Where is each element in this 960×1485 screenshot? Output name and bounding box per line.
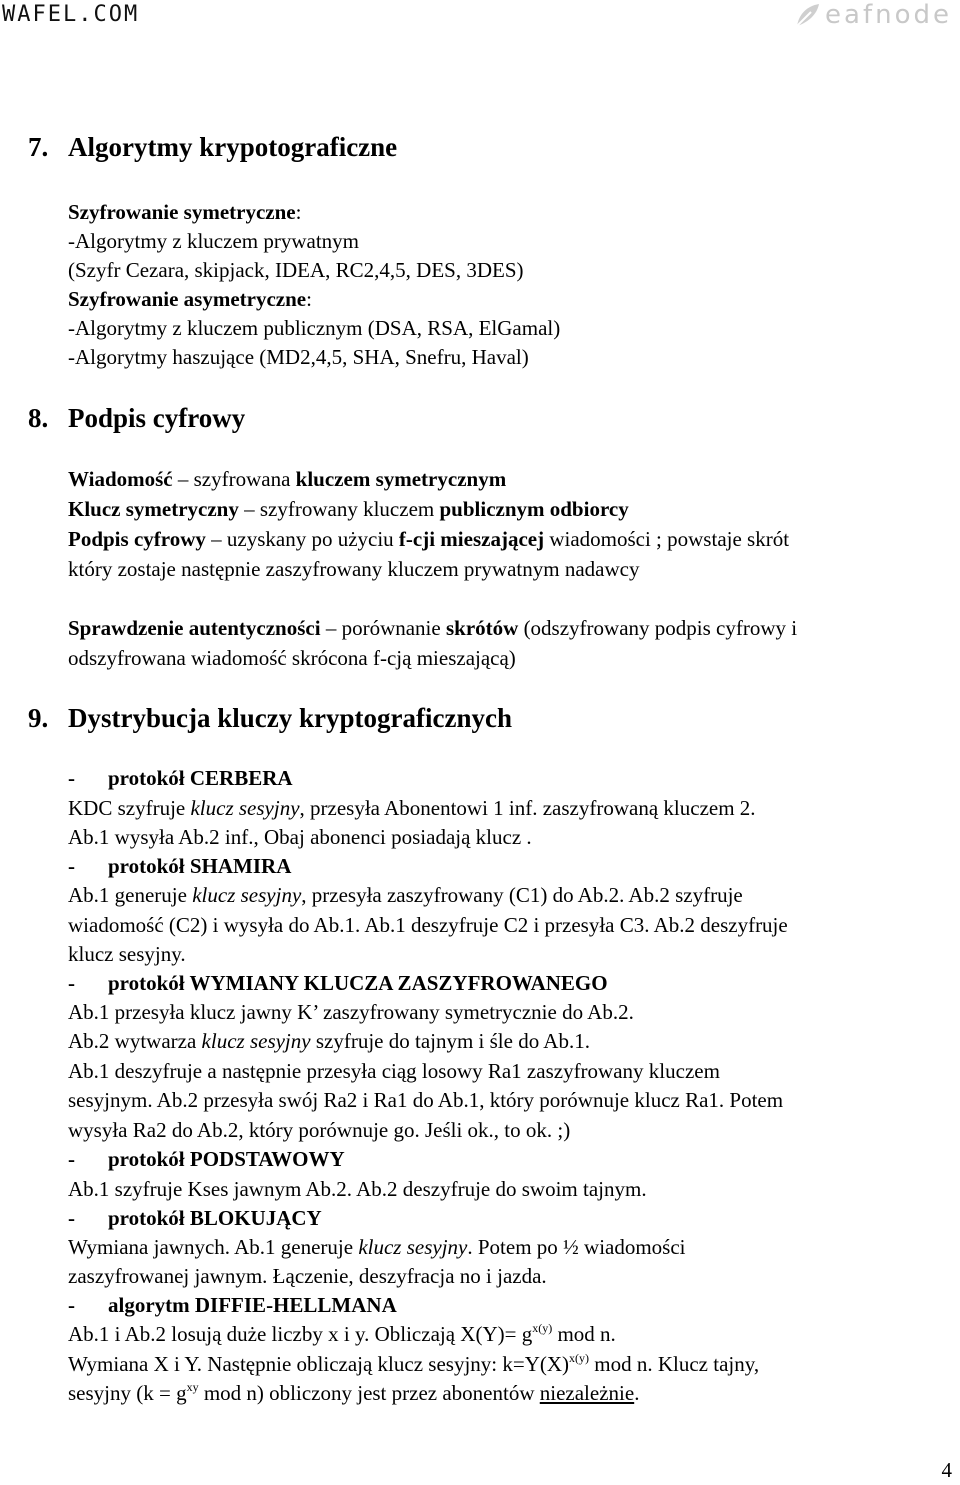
s7-line-3: (Szyfr Cezara, skipjack, IDEA, RC2,4,5, DES, 3DES) (68, 258, 524, 282)
section-7-heading: 7. Algorytmy krypotograficzne (28, 132, 398, 162)
watermark-right (793, 0, 952, 30)
watermark-right-text: eafnode (825, 0, 952, 30)
protocol-blokujacy-heading: - protokół BLOKUJĄCY (68, 1206, 322, 1230)
algorithm-diffie-hellmana-heading: - algorytm DIFFIE-HELLMANA (68, 1293, 397, 1317)
s7-line-6: -Algorytmy haszujące (MD2,4,5, SHA, Snefru, Haval) (68, 345, 529, 369)
s8-line-1: Wiadomość – szyfrowana kluczem symetrycznym (68, 467, 507, 491)
cerbera-line-1: KDC szyfruje klucz sesyjny, przesyła Abonentowi 1 inf. zaszyfrowaną kluczem 2. (68, 796, 756, 820)
protocol-cerbera-heading: - protokół CERBERA (68, 766, 293, 790)
diffie-line-1: Ab.1 i Ab.2 losują duże liczby x i y. Obliczają $X(Y)= g^{x(y)}$ mod n. (68, 1321, 616, 1346)
protocol-podstawowy-heading: - protokół PODSTAWOWY (68, 1147, 345, 1171)
wymiany-line-4: sesyjnym. Ab.2 przesyła swój Ra2 i Ra1 do Ab.1, który porównuje klucz Ra1. Potem (68, 1088, 784, 1112)
leaf-logo-icon (793, 0, 823, 30)
s7-line-5: -Algorytmy z kluczem publicznym (DSA, RSA, ElGamal) (68, 316, 561, 340)
protocol-wymiany-heading: - protokół WYMIANY KLUCZA ZASZYFROWANEGO (68, 971, 608, 995)
wymiany-line-1: Ab.1 przesyła klucz jawny K’ zaszyfrowany symetrycznie do Ab.2. (68, 1000, 634, 1024)
s8-line-2: Klucz symetryczny – szyfrowany kluczem publicznym odbiorcy (68, 497, 629, 521)
section-8-heading: 8. Podpis cyfrowy (28, 403, 246, 433)
s8-line-4: który zostaje następnie zaszyfrowany kluczem prywatnym nadawcy (68, 557, 640, 581)
protocol-shamira-heading: - protokół SHAMIRA (68, 854, 292, 878)
shamira-line-3: klucz sesyjny. (68, 942, 186, 966)
s7-line-2: -Algorytmy z kluczem prywatnym (68, 229, 360, 253)
section-9-heading: 9. Dystrybucja kluczy kryptograficznych (28, 703, 512, 733)
diffie-line-3: sesyjny ($k = g^{xy}$ mod n) obliczony jest przez abonentów niezależnie. (68, 1380, 640, 1405)
s7-line-1: Szyfrowanie symetryczne: (68, 200, 302, 224)
s8-line-5: Sprawdzenie autentyczności – porównanie skrótów (odszyfrowany podpis cyfrowy i (68, 616, 798, 640)
blokujacy-line-2: zaszyfrowanej jawnym. Łączenie, deszyfracja no i jazda. (68, 1264, 547, 1288)
s8-line-3: Podpis cyfrowy – uzyskany po użyciu f-cji mieszającej wiadomości ; powstaje skrót (68, 527, 790, 551)
wymiany-line-3: Ab.1 deszyfruje a następnie przesyła ciąg losowy Ra1 zaszyfrowany kluczem (68, 1059, 720, 1083)
wymiany-line-2: Ab.2 wytwarza klucz sesyjny szyfruje do tajnym i śle do Ab.1. (68, 1029, 590, 1053)
blokujacy-line-1: Wymiana jawnych. Ab.1 generuje klucz sesyjny. Potem po ½ wiadomości (68, 1235, 686, 1259)
s8-line-6: odszyfrowana wiadomość skrócona f-cją mieszającą) (68, 646, 516, 670)
watermark-left: WAFEL.COM (2, 2, 140, 27)
diffie-line-2: Wymiana X i Y. Następnie obliczają klucz sesyjny: $k=Y(X)^{x(y)}$ mod n. Klucz tajny, (68, 1351, 760, 1376)
page-number: 4 (941, 1458, 952, 1482)
wymiany-line-5: wysyła Ra2 do Ab.2, który porównuje go. Jeśli ok., to ok. ;) (68, 1118, 571, 1142)
cerbera-line-2: Ab.1 wysyła Ab.2 inf., Obaj abonenci posiadają klucz . (68, 825, 532, 849)
shamira-line-2: wiadomość (C2) i wysyła do Ab.1. Ab.1 deszyfruje C2 i przesyła C3. Ab.2 deszyfruje (68, 913, 788, 937)
s7-line-4: Szyfrowanie asymetryczne: (68, 287, 312, 311)
podstawowy-line-1: Ab.1 szyfruje Kses jawnym Ab.2. Ab.2 deszyfruje do swoim tajnym. (68, 1177, 647, 1201)
shamira-line-1: Ab.1 generuje klucz sesyjny, przesyła zaszyfrowany (C1) do Ab.2. Ab.2 szyfruje (68, 883, 743, 907)
